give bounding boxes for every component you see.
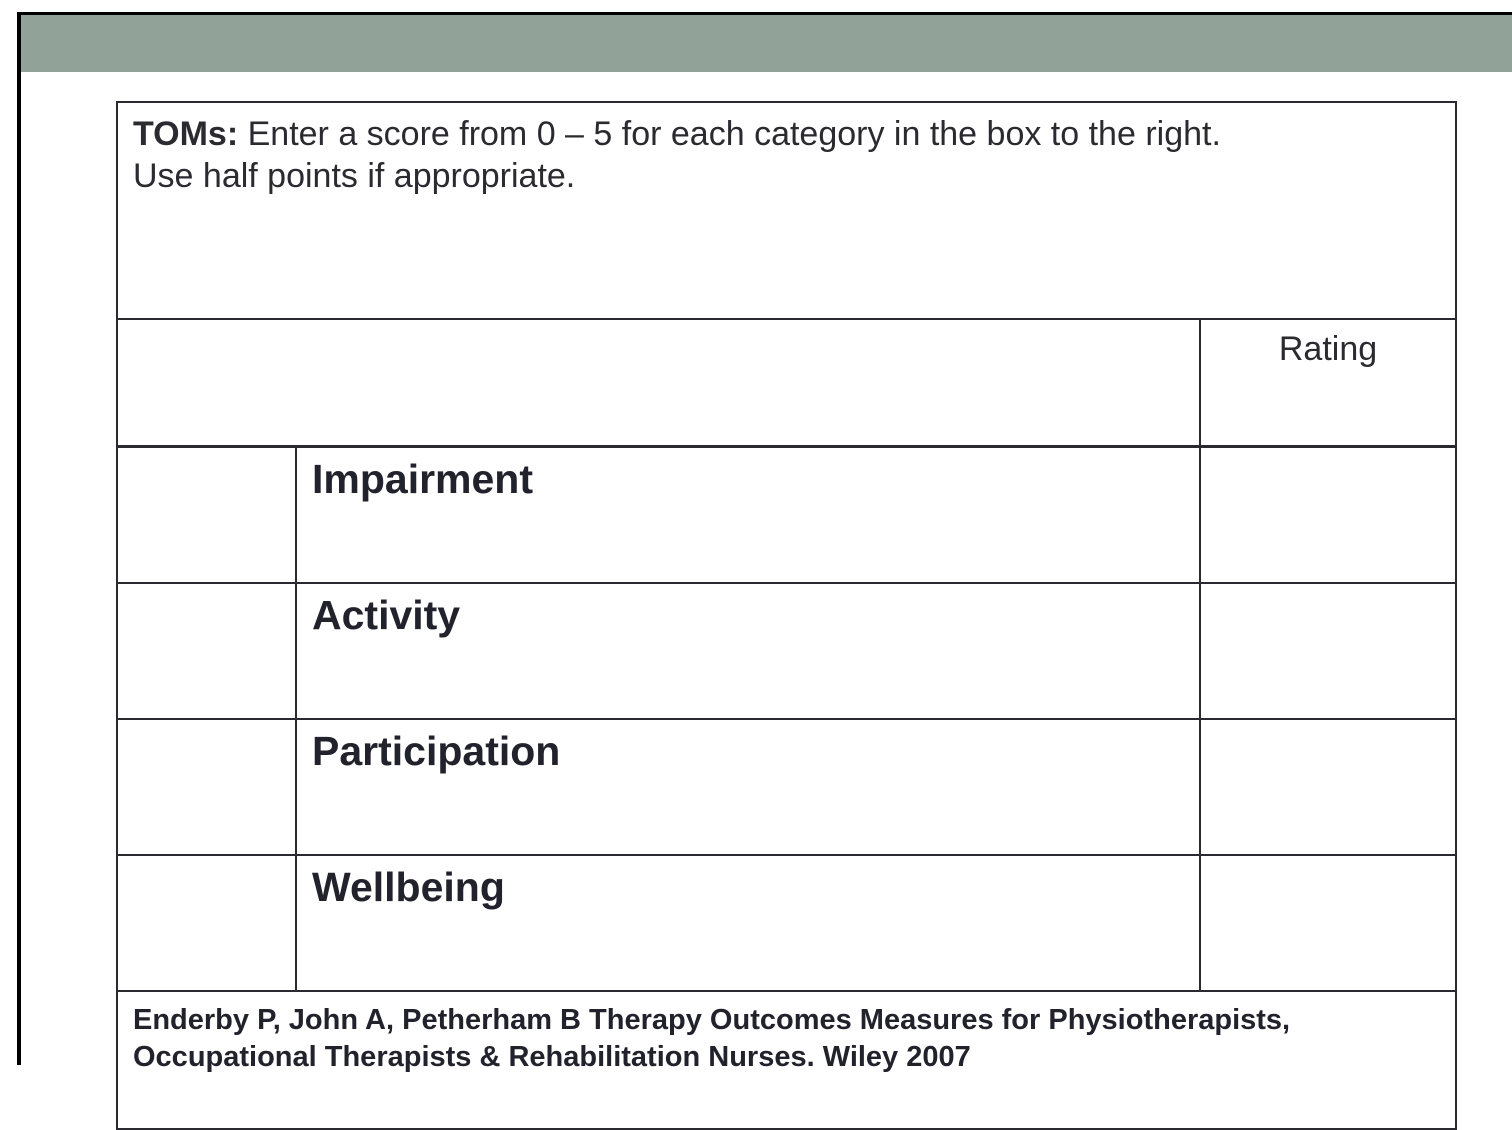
rating-input-wellbeing[interactable]	[1200, 855, 1456, 991]
header-bar	[21, 15, 1512, 72]
category-label-wellbeing: Wellbeing	[296, 855, 1200, 991]
rating-input-participation[interactable]	[1200, 719, 1456, 855]
row-blank-cell	[117, 583, 296, 719]
reference-line-2: Occupational Therapists & Rehabilitation Nurses. Wiley 2007	[133, 1041, 971, 1073]
toms-form-table	[116, 101, 1457, 1130]
slide-left-border	[17, 12, 21, 1065]
reference-line-1: Enderby P, John A, Petherham B Therapy Outcomes Measures for Physiotherapists,	[133, 1004, 1291, 1036]
row-blank-cell	[117, 719, 296, 855]
header-blank-cell	[117, 319, 1200, 447]
rating-input-impairment[interactable]	[1200, 447, 1456, 584]
instructions-lead: TOMs:	[133, 115, 239, 153]
category-row-participation	[117, 719, 1456, 855]
category-label-impairment: Impairment	[296, 447, 1200, 584]
category-label-activity: Activity	[296, 583, 1200, 719]
category-label-participation: Participation	[296, 719, 1200, 855]
row-blank-cell	[117, 447, 296, 584]
instructions-text-2: Use half points if appropriate.	[133, 157, 576, 195]
instructions-text: Enter a score from 0 – 5 for each category in the box to the right.	[238, 115, 1221, 153]
rating-input-activity[interactable]	[1200, 583, 1456, 719]
category-row-impairment	[117, 447, 1456, 584]
rating-column-header: Rating	[1200, 319, 1456, 447]
instructions-cell	[117, 102, 1456, 319]
category-row-wellbeing	[117, 855, 1456, 991]
row-blank-cell	[117, 855, 296, 991]
category-row-activity	[117, 583, 1456, 719]
slide-top-border	[17, 12, 1512, 15]
reference-cell	[117, 991, 1456, 1129]
